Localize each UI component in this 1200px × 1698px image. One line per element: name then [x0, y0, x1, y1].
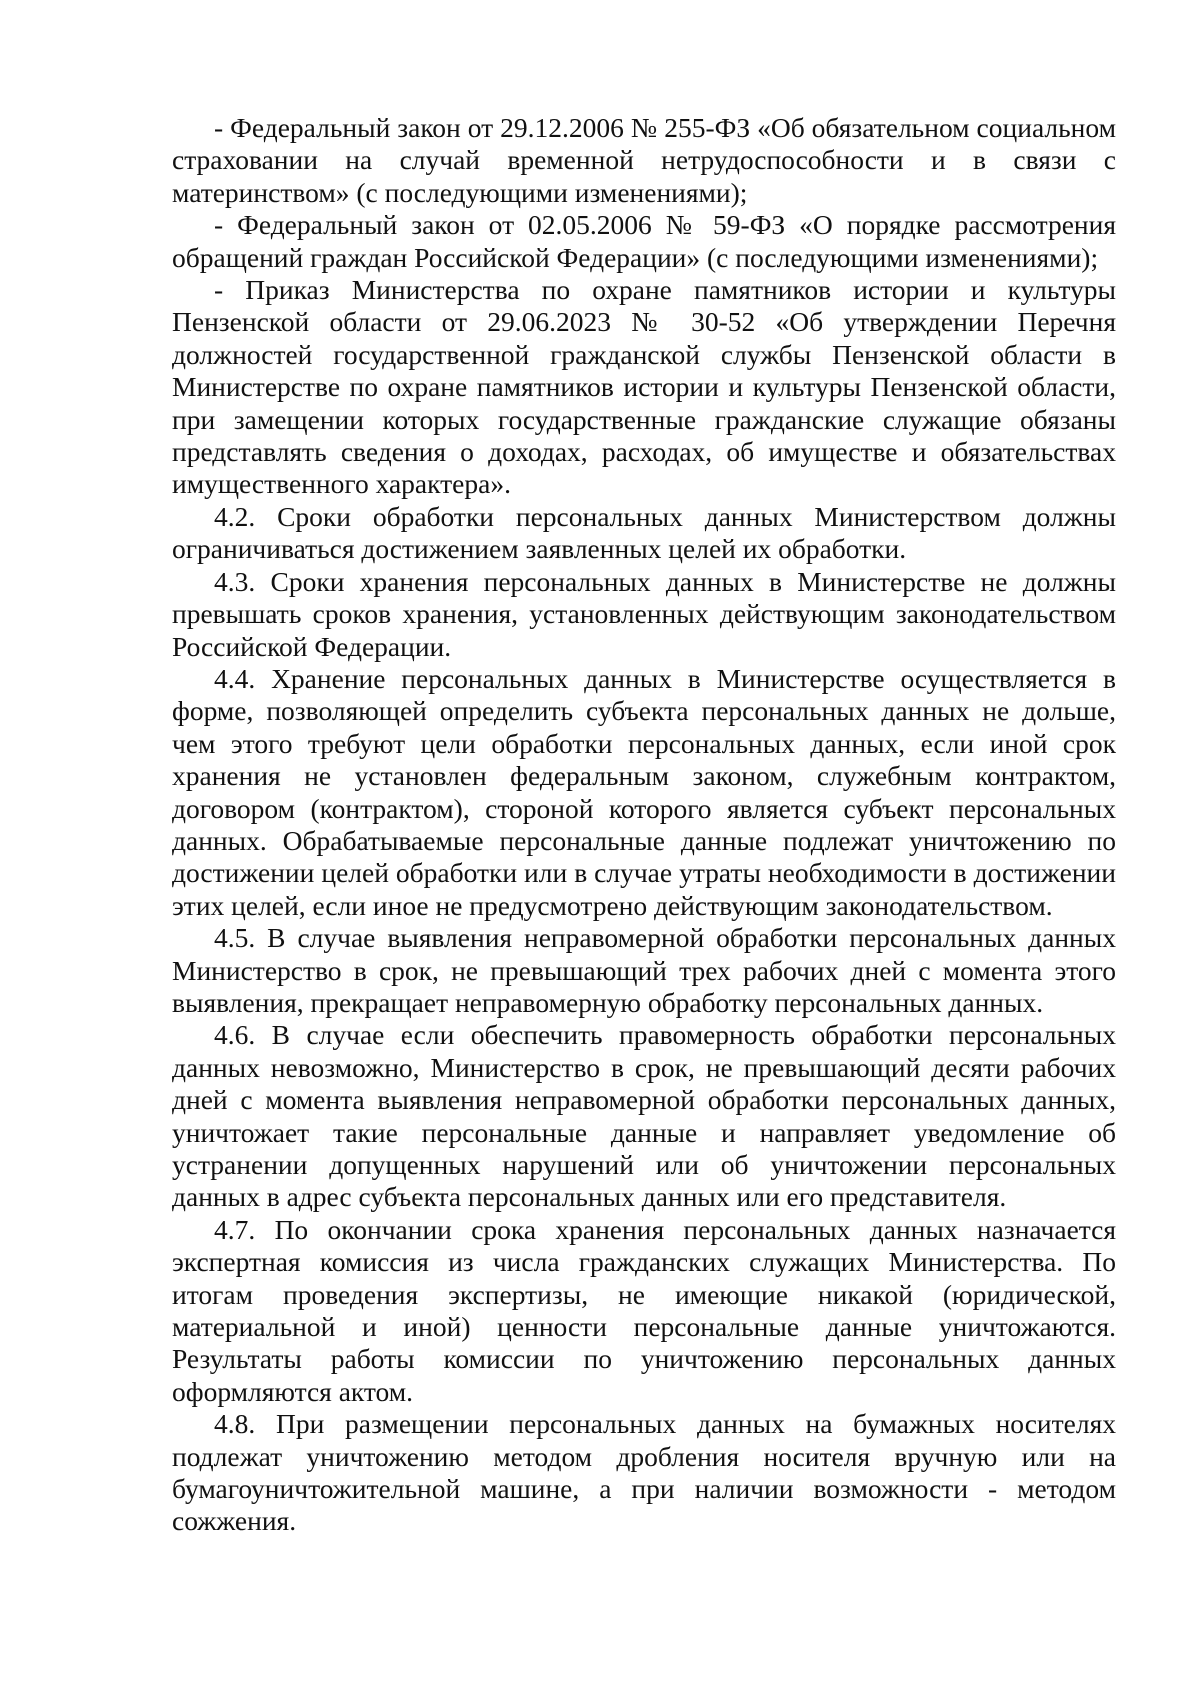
paragraph-4-2: 4.2. Сроки обработки персональных данных Министерством должны ограничиваться достижением заявленных целей их обработки. [172, 500, 1116, 565]
paragraph-4-7: 4.7. По окончании срока хранения персональных данных назначается экспертная комиссия из числа гражданских служащих Министерства. По итогам проведения экспертизы, не имеющие никакой (юридической, материальной и иной) ценности персональные данные уничтожаются. Результаты работы комиссии по уничтожению персональных данных оформляются актом. [172, 1213, 1116, 1407]
paragraph-4-5: 4.5. В случае выявления неправомерной обработки персональных данных Министерство в срок, не превышающий трех рабочих дней с момента этого выявления, прекращает неправомерную обработку персональных данных. [172, 922, 1116, 1018]
document-body [172, 112, 1116, 1538]
paragraph-4-6: 4.6. В случае если обеспечить правомерность обработки персональных данных невозможно, Министерство в срок, не превышающий десяти рабочих дней с момента выявления неправомерной обработки персональных данных, уничтожает такие персональные данные и направляет уведомление об устранении допущенных нарушений или об уничтожении персональных данных в адрес субъекта персональных данных или его представителя. [172, 1019, 1116, 1213]
paragraph-ministry-order: - Приказ Министерства по охране памятников истории и культуры Пензенской области от 29.06.2023 № 30-52 «Об утверждении Перечня должностей государственной гражданской службы Пензенской области в Министерстве по охране памятников истории и культуры Пензенской области, при замещении которых государственные гражданские служащие обязаны представлять сведения о доходах, расходах, об имуществе и обязательствах имущественного характера». [172, 274, 1116, 500]
paragraph-4-4: 4.4. Хранение персональных данных в Министерстве осуществляется в форме, позволяющей определить субъекта персональных данных не дольше, чем этого требуют цели обработки персональных данных, если иной срок хранения не установлен федеральным законом, служебным контрактом, договором (контрактом), стороной которого является субъект персональных данных. Обрабатываемые персональные данные подлежат уничтожению по достижении целей обработки или в случае утраты необходимости в достижении этих целей, если иное не предусмотрено действующим законодательством. [172, 662, 1116, 921]
paragraph-federal-law-255: - Федеральный закон от 29.12.2006 № 255-ФЗ «Об обязательном социальном страховании на случай временной нетрудоспособности и в связи с материнством» (с последующими изменениями); [172, 112, 1116, 208]
paragraph-4-8: 4.8. При размещении персональных данных на бумажных носителях подлежат уничтожению методом дробления носителя вручную или на бумагоуничтожительной машине, а при наличии возможности - методом сожжения. [172, 1408, 1116, 1537]
paragraph-4-3: 4.3. Сроки хранения персональных данных в Министерстве не должны превышать сроков хранения, установленных действующим законодательством Российской Федерации. [172, 565, 1116, 662]
paragraph-federal-law-59: - Федеральный закон от 02.05.2006 № 59-ФЗ «О порядке рассмотрения обращений граждан Российской Федерации» (с последующими изменениями); [172, 209, 1116, 273]
